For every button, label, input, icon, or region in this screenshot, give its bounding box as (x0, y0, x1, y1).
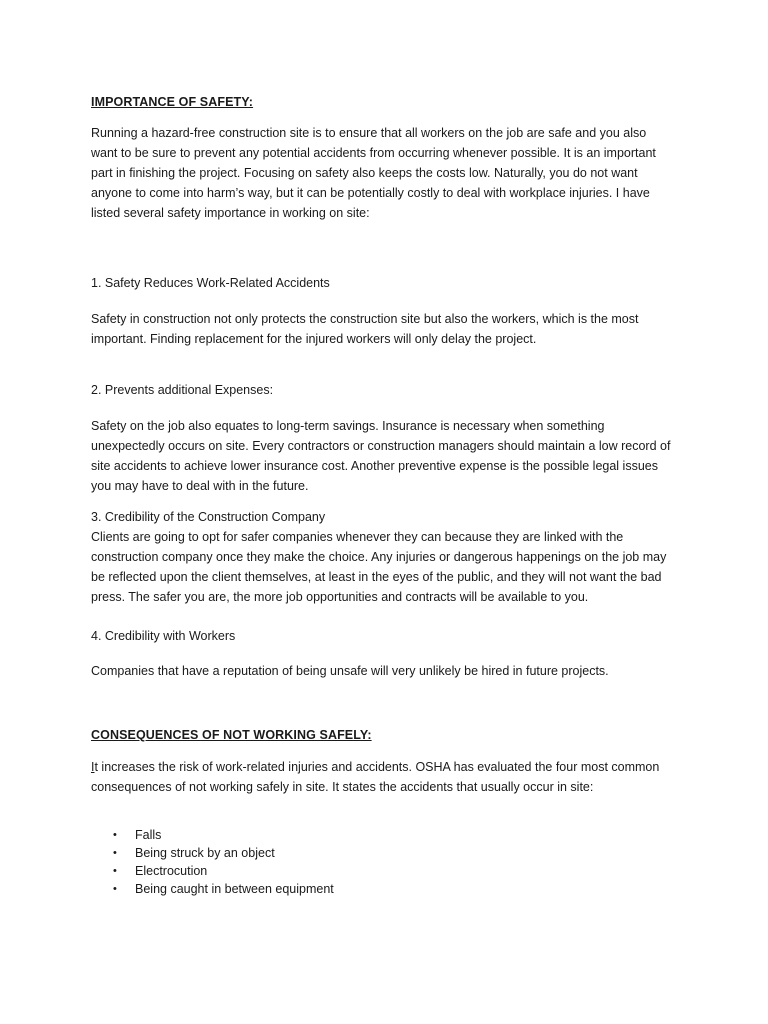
item-2-body: Safety on the job also equates to long-term savings. Insurance is necessary when something unexpectedly occurs on site. Every contractors or construction managers should maintain a low record of site accidents to achieve lower insurance cost. Another preventive expense is the possible legal issues you may have to deal with in the future. (91, 419, 671, 493)
list-item (91, 826, 334, 844)
item-4-body: Companies that have a reputation of being unsafe will very unlikely be hired in future projects. (91, 664, 609, 678)
importance-of-safety-heading: IMPORTANCE OF SAFETY: (91, 95, 254, 109)
bullet-text: Being caught in between equipment (135, 882, 334, 896)
item-2-title: 2. Prevents additional Expenses: (91, 383, 274, 397)
item-3-title: 3. Credibility of the Construction Company (91, 510, 326, 524)
item-1-title: 1. Safety Reduces Work-Related Accidents (91, 276, 330, 290)
bullet-text: Electrocution (135, 864, 208, 878)
item-4-title: 4. Credibility with Workers (91, 629, 236, 643)
item-3-body: Clients are going to opt for safer companies whenever they can because they are linked with the construction company once they make the choice. Any injuries or dangerous happenings on the job may be reflected upon the client themselves, at least in the eyes of the public, and they will not want the bad press. The safer you are, the more job opportunities and contracts will be available to you. (91, 530, 667, 604)
bullet-icon: • (113, 883, 117, 895)
consequences-bullet-list (91, 826, 334, 898)
bullet-icon: • (113, 847, 117, 859)
list-item (91, 862, 334, 880)
bullet-text: Falls (135, 828, 162, 842)
consequences-intro-first-letter: I (91, 760, 95, 774)
consequences-intro-text: t increases the risk of work-related injuries and accidents. OSHA has evaluated the four most common consequences of not working safely in site. It states the accidents that usually occur in site: (91, 760, 660, 794)
bullet-text: Being struck by an object (135, 846, 275, 860)
item-1-body: Safety in construction not only protects the construction site but also the workers, which is the most important. Finding replacement for the injured workers will only delay the project. (91, 312, 639, 346)
bullet-icon: • (113, 865, 117, 877)
consequences-intro-paragraph (91, 757, 671, 797)
list-item (91, 880, 334, 898)
consequences-heading: CONSEQUENCES OF NOT WORKING SAFELY: (91, 728, 372, 742)
list-item (91, 844, 334, 862)
importance-intro-paragraph: Running a hazard-free construction site is to ensure that all workers on the job are safe and you also want to be sure to prevent any potential accidents from occurring whenever possible. It is an important part in finishing the project. Focusing on safety also keeps the costs low. Naturally, you do not want anyone to come into harm’s way, but it can be potentially costly to deal with workplace injuries. I have listed several safety importance in working on site: (91, 126, 656, 220)
bullet-icon: • (113, 829, 117, 841)
